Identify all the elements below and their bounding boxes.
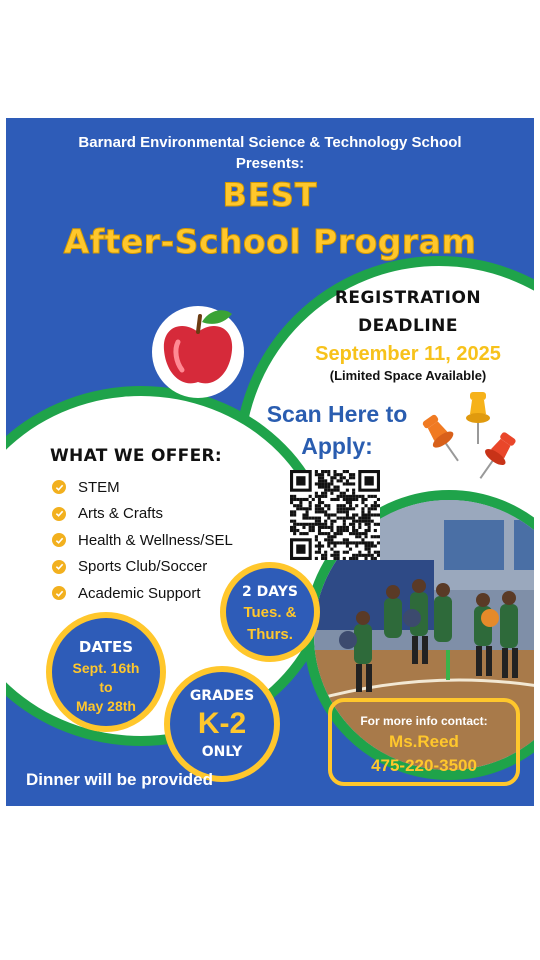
dates-title: DATES: [78, 638, 134, 656]
what-we-offer-title: WHAT WE OFFER:: [50, 446, 222, 466]
dates-to: to: [99, 679, 113, 695]
days-line2: Tues. &: [243, 604, 297, 621]
days-line3: Thurs.: [247, 626, 293, 643]
grades-badge: [164, 666, 280, 782]
grades-note: ONLY: [201, 744, 243, 760]
list-item: [52, 474, 233, 501]
contact-box: [328, 698, 520, 786]
program-title: After-School Program: [63, 222, 477, 261]
list-item: [52, 501, 233, 528]
school-name: Barnard Environmental Science & Technology School: [78, 134, 462, 151]
registration-line2: DEADLINE: [358, 316, 458, 336]
dates-badge: [46, 612, 166, 732]
flyer: [6, 118, 534, 806]
registration-date: September 11, 2025: [315, 343, 501, 365]
scan-line1: Scan Here to: [266, 401, 408, 427]
offer-item-label: Arts & Crafts: [78, 505, 164, 523]
school-header: [6, 132, 534, 174]
offer-item-label: STEM: [78, 478, 120, 496]
qr-code-icon[interactable]: [290, 470, 380, 560]
days-badge: [220, 562, 320, 662]
scan-to-apply: [252, 398, 422, 462]
offer-item-label: Health & Wellness/SEL: [78, 531, 233, 549]
offer-item-label: Academic Support: [78, 584, 201, 602]
list-item: [52, 527, 233, 554]
check-icon: [52, 560, 66, 574]
check-icon: [52, 533, 66, 547]
registration-line1: REGISTRATION: [334, 288, 482, 308]
offer-item-label: Sports Club/Soccer: [78, 558, 208, 576]
pushpin-icon: [406, 388, 526, 498]
apple-icon: [148, 292, 248, 402]
grades-title: GRADES: [189, 688, 255, 704]
registration-title: [298, 284, 518, 340]
dinner-note: Dinner will be provided: [26, 770, 214, 789]
days-title: 2 DAYS: [242, 584, 298, 600]
check-icon: [52, 586, 66, 600]
list-item: [52, 580, 233, 607]
offer-list: [52, 474, 233, 607]
check-icon: [52, 507, 66, 521]
contact-phone[interactable]: 475-220-3500: [371, 756, 477, 775]
check-icon: [52, 480, 66, 494]
dates-end: May 28th: [76, 698, 136, 714]
dates-start: Sept. 16th: [72, 660, 140, 676]
grades-value: K-2: [197, 707, 247, 740]
limited-space-note: (Limited Space Available): [329, 368, 487, 383]
presents-text: Presents:: [235, 155, 305, 172]
contact-name: Ms.Reed: [389, 732, 459, 751]
contact-label: For more info contact:: [360, 714, 488, 728]
list-item: [52, 554, 233, 581]
best-title: BEST: [222, 176, 318, 214]
scan-line2: Apply:: [301, 433, 373, 459]
